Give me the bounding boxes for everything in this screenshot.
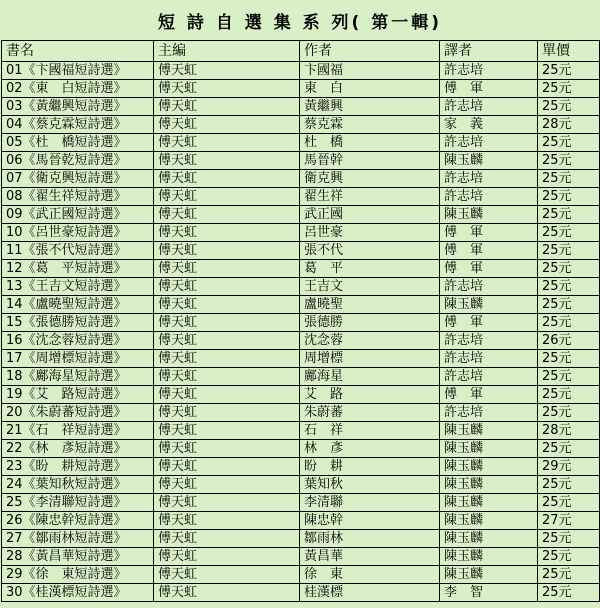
cell-author[interactable]: 林 彥 (300, 440, 440, 458)
cell-author[interactable]: 衛克興 (300, 170, 440, 188)
cell-title[interactable]: 27《鄒雨林短詩選》 (2, 530, 154, 548)
cell-editor[interactable]: 傅天虹 (154, 170, 300, 188)
header-editor[interactable]: 主編 (154, 41, 300, 62)
table-row (2, 134, 600, 152)
cell-editor[interactable]: 傅天虹 (154, 512, 300, 530)
cell-title[interactable]: 04《蔡克霖短詩選》 (2, 116, 154, 134)
cell-translator[interactable]: 傅 軍 (440, 224, 538, 242)
cell-author[interactable]: 呂世豪 (300, 224, 440, 242)
cell-author[interactable]: 沈念蓉 (300, 332, 440, 350)
cell-title[interactable]: 30《桂漢標短詩選》 (2, 584, 154, 602)
cell-price[interactable]: 25元 (538, 98, 600, 116)
cell-author[interactable]: 翟生祥 (300, 188, 440, 206)
cell-author[interactable]: 葉知秋 (300, 476, 440, 494)
cell-title[interactable]: 14《盧曉聖短詩選》 (2, 296, 154, 314)
cell-translator[interactable]: 陳玉麟 (440, 494, 538, 512)
cell-title[interactable]: 07《衛克興短詩選》 (2, 170, 154, 188)
cell-translator[interactable]: 陳玉麟 (440, 458, 538, 476)
cell-author[interactable]: 徐 東 (300, 566, 440, 584)
cell-editor[interactable]: 傅天虹 (154, 548, 300, 566)
cell-translator[interactable]: 許志培 (440, 62, 538, 80)
cell-author[interactable]: 盼 耕 (300, 458, 440, 476)
cell-price[interactable]: 25元 (538, 224, 600, 242)
cell-title[interactable]: 20《朱蔚蕃短詩選》 (2, 404, 154, 422)
cell-author[interactable]: 艾 路 (300, 386, 440, 404)
cell-translator[interactable]: 傅 軍 (440, 386, 538, 404)
table-row (2, 116, 600, 134)
table-row (2, 386, 600, 404)
cell-price[interactable]: 25元 (538, 476, 600, 494)
cell-price[interactable]: 25元 (538, 548, 600, 566)
cell-translator[interactable]: 許志培 (440, 134, 538, 152)
cell-title[interactable]: 17《周增標短詩選》 (2, 350, 154, 368)
cell-author[interactable]: 卞國福 (300, 62, 440, 80)
book-table (1, 40, 600, 602)
table-row (2, 512, 600, 530)
cell-editor[interactable]: 傅天虹 (154, 332, 300, 350)
cell-translator[interactable]: 許志培 (440, 278, 538, 296)
cell-translator[interactable]: 陳玉麟 (440, 296, 538, 314)
cell-translator[interactable]: 許志培 (440, 170, 538, 188)
cell-translator[interactable]: 陳玉麟 (440, 476, 538, 494)
cell-title[interactable]: 22《林 彥短詩選》 (2, 440, 154, 458)
cell-translator[interactable]: 許志培 (440, 350, 538, 368)
cell-price[interactable]: 26元 (538, 332, 600, 350)
cell-editor[interactable]: 傅天虹 (154, 152, 300, 170)
cell-price[interactable]: 28元 (538, 422, 600, 440)
cell-title[interactable]: 10《呂世豪短詩選》 (2, 224, 154, 242)
cell-title[interactable]: 29《徐 東短詩選》 (2, 566, 154, 584)
cell-title[interactable]: 12《葛 平短詩選》 (2, 260, 154, 278)
cell-editor[interactable]: 傅天虹 (154, 368, 300, 386)
cell-price[interactable]: 25元 (538, 152, 600, 170)
header-title[interactable]: 書名 (2, 41, 154, 62)
cell-price[interactable]: 25元 (538, 242, 600, 260)
cell-author[interactable]: 張德勝 (300, 314, 440, 332)
table-row (2, 80, 600, 98)
cell-translator[interactable]: 陳玉麟 (440, 206, 538, 224)
cell-editor[interactable]: 傅天虹 (154, 566, 300, 584)
cell-translator[interactable]: 許志培 (440, 404, 538, 422)
book-table-body (2, 41, 600, 602)
cell-author[interactable]: 黃昌華 (300, 548, 440, 566)
table-row (2, 584, 600, 602)
cell-author[interactable]: 馬晉幹 (300, 152, 440, 170)
cell-editor[interactable]: 傅天虹 (154, 314, 300, 332)
table-row (2, 98, 600, 116)
cell-title[interactable]: 24《葉知秋短詩選》 (2, 476, 154, 494)
cell-author[interactable]: 陳忠幹 (300, 512, 440, 530)
cell-translator[interactable]: 陳玉麟 (440, 548, 538, 566)
cell-author[interactable]: 杜 橋 (300, 134, 440, 152)
cell-editor[interactable]: 傅天虹 (154, 278, 300, 296)
cell-author[interactable]: 蔡克霖 (300, 116, 440, 134)
cell-translator[interactable]: 傅 軍 (440, 80, 538, 98)
cell-editor[interactable]: 傅天虹 (154, 422, 300, 440)
cell-price[interactable]: 25元 (538, 62, 600, 80)
cell-title[interactable]: 08《翟生祥短詩選》 (2, 188, 154, 206)
cell-price[interactable]: 25元 (538, 188, 600, 206)
table-row (2, 350, 600, 368)
table-row (2, 494, 600, 512)
table-row (2, 170, 600, 188)
cell-title[interactable]: 01《卞國福短詩選》 (2, 62, 154, 80)
cell-translator[interactable]: 許志培 (440, 98, 538, 116)
cell-editor[interactable]: 傅天虹 (154, 98, 300, 116)
cell-editor[interactable]: 傅天虹 (154, 62, 300, 80)
cell-price[interactable]: 29元 (538, 458, 600, 476)
cell-price[interactable]: 25元 (538, 584, 600, 602)
cell-price[interactable]: 25元 (538, 494, 600, 512)
cell-title[interactable]: 05《杜 橋短詩選》 (2, 134, 154, 152)
cell-translator[interactable]: 許志培 (440, 188, 538, 206)
cell-translator[interactable]: 許志培 (440, 368, 538, 386)
cell-editor[interactable]: 傅天虹 (154, 116, 300, 134)
table-row (2, 458, 600, 476)
cell-price[interactable]: 25元 (538, 386, 600, 404)
table-row (2, 332, 600, 350)
cell-translator[interactable]: 傅 軍 (440, 260, 538, 278)
cell-editor[interactable]: 傅天虹 (154, 188, 300, 206)
cell-editor[interactable]: 傅天虹 (154, 440, 300, 458)
table-row (2, 530, 600, 548)
cell-title[interactable]: 21《石 祥短詩選》 (2, 422, 154, 440)
cell-title[interactable]: 28《黃昌華短詩選》 (2, 548, 154, 566)
cell-translator[interactable]: 陳玉麟 (440, 152, 538, 170)
cell-price[interactable]: 25元 (538, 440, 600, 458)
cell-title[interactable]: 25《李清聯短詩選》 (2, 494, 154, 512)
sheet-title: 短 詩 自 選 集 系 列( 第一輯) (0, 0, 600, 40)
cell-title[interactable]: 02《東 白短詩選》 (2, 80, 154, 98)
table-row (2, 242, 600, 260)
table-row (2, 206, 600, 224)
cell-editor[interactable]: 傅天虹 (154, 476, 300, 494)
cell-editor[interactable]: 傅天虹 (154, 584, 300, 602)
cell-author[interactable]: 葛 平 (300, 260, 440, 278)
cell-author[interactable]: 盧曉聖 (300, 296, 440, 314)
header-price[interactable]: 單價 (538, 41, 600, 62)
cell-price[interactable]: 25元 (538, 566, 600, 584)
table-row (2, 62, 600, 80)
cell-editor[interactable]: 傅天虹 (154, 242, 300, 260)
cell-editor[interactable]: 傅天虹 (154, 206, 300, 224)
cell-price[interactable]: 25元 (538, 296, 600, 314)
cell-price[interactable]: 25元 (538, 80, 600, 98)
table-row (2, 296, 600, 314)
cell-author[interactable]: 武正國 (300, 206, 440, 224)
cell-title[interactable]: 18《鄺海星短詩選》 (2, 368, 154, 386)
cell-author[interactable]: 李清聯 (300, 494, 440, 512)
cell-price[interactable]: 25元 (538, 278, 600, 296)
cell-price[interactable]: 25元 (538, 206, 600, 224)
cell-translator[interactable]: 陳玉麟 (440, 440, 538, 458)
cell-title[interactable]: 16《沈念蓉短詩選》 (2, 332, 154, 350)
cell-author[interactable]: 黃繼興 (300, 98, 440, 116)
cell-editor[interactable]: 傅天虹 (154, 458, 300, 476)
cell-editor[interactable]: 傅天虹 (154, 80, 300, 98)
cell-editor[interactable]: 傅天虹 (154, 296, 300, 314)
header-translator[interactable]: 譯者 (440, 41, 538, 62)
table-row (2, 548, 600, 566)
cell-title[interactable]: 09《武正國短詩選》 (2, 206, 154, 224)
table-row (2, 314, 600, 332)
cell-author[interactable]: 周增標 (300, 350, 440, 368)
cell-translator[interactable]: 許志培 (440, 332, 538, 350)
table-header-row (2, 41, 600, 62)
cell-editor[interactable]: 傅天虹 (154, 134, 300, 152)
table-row (2, 476, 600, 494)
cell-author[interactable]: 桂漢標 (300, 584, 440, 602)
cell-editor[interactable]: 傅天虹 (154, 224, 300, 242)
cell-translator[interactable]: 陳玉麟 (440, 530, 538, 548)
cell-price[interactable]: 25元 (538, 314, 600, 332)
table-row (2, 224, 600, 242)
cell-translator[interactable]: 陳玉麟 (440, 512, 538, 530)
table-row (2, 278, 600, 296)
cell-price[interactable]: 25元 (538, 530, 600, 548)
cell-price[interactable]: 25元 (538, 368, 600, 386)
cell-translator[interactable]: 李 智 (440, 584, 538, 602)
cell-price[interactable]: 27元 (538, 512, 600, 530)
cell-author[interactable]: 鄺海星 (300, 368, 440, 386)
cell-translator[interactable]: 陳玉麟 (440, 422, 538, 440)
cell-translator[interactable]: 傅 軍 (440, 314, 538, 332)
table-row (2, 422, 600, 440)
header-author[interactable]: 作者 (300, 41, 440, 62)
table-row (2, 188, 600, 206)
cell-author[interactable]: 石 祥 (300, 422, 440, 440)
cell-title[interactable]: 06《馬晉乾短詩選》 (2, 152, 154, 170)
cell-title[interactable]: 15《張德勝短詩選》 (2, 314, 154, 332)
table-row (2, 152, 600, 170)
cell-editor[interactable]: 傅天虹 (154, 494, 300, 512)
cell-author[interactable]: 張不代 (300, 242, 440, 260)
table-row (2, 404, 600, 422)
table-row (2, 566, 600, 584)
cell-price[interactable]: 25元 (538, 170, 600, 188)
cell-editor[interactable]: 傅天虹 (154, 386, 300, 404)
cell-editor[interactable]: 傅天虹 (154, 260, 300, 278)
cell-title[interactable]: 11《張不代短詩選》 (2, 242, 154, 260)
table-row (2, 260, 600, 278)
cell-editor[interactable]: 傅天虹 (154, 350, 300, 368)
cell-editor[interactable]: 傅天虹 (154, 530, 300, 548)
cell-price[interactable]: 25元 (538, 260, 600, 278)
cell-price[interactable]: 28元 (538, 116, 600, 134)
cell-translator[interactable]: 陳玉麟 (440, 566, 538, 584)
cell-title[interactable]: 03《黃繼興短詩選》 (2, 98, 154, 116)
cell-price[interactable]: 25元 (538, 134, 600, 152)
cell-author[interactable]: 鄒雨林 (300, 530, 440, 548)
table-row (2, 368, 600, 386)
cell-price[interactable]: 25元 (538, 404, 600, 422)
cell-title[interactable]: 13《王吉文短詩選》 (2, 278, 154, 296)
cell-translator[interactable]: 家 義 (440, 116, 538, 134)
cell-title[interactable]: 19《艾 路短詩選》 (2, 386, 154, 404)
table-row (2, 440, 600, 458)
cell-translator[interactable]: 傅 軍 (440, 242, 538, 260)
cell-author[interactable]: 東 白 (300, 80, 440, 98)
cell-author[interactable]: 王吉文 (300, 278, 440, 296)
cell-price[interactable]: 25元 (538, 350, 600, 368)
cell-author[interactable]: 朱蔚蕃 (300, 404, 440, 422)
cell-editor[interactable]: 傅天虹 (154, 404, 300, 422)
cell-title[interactable]: 26《陳忠幹短詩選》 (2, 512, 154, 530)
cell-title[interactable]: 23《盼 耕短詩選》 (2, 458, 154, 476)
